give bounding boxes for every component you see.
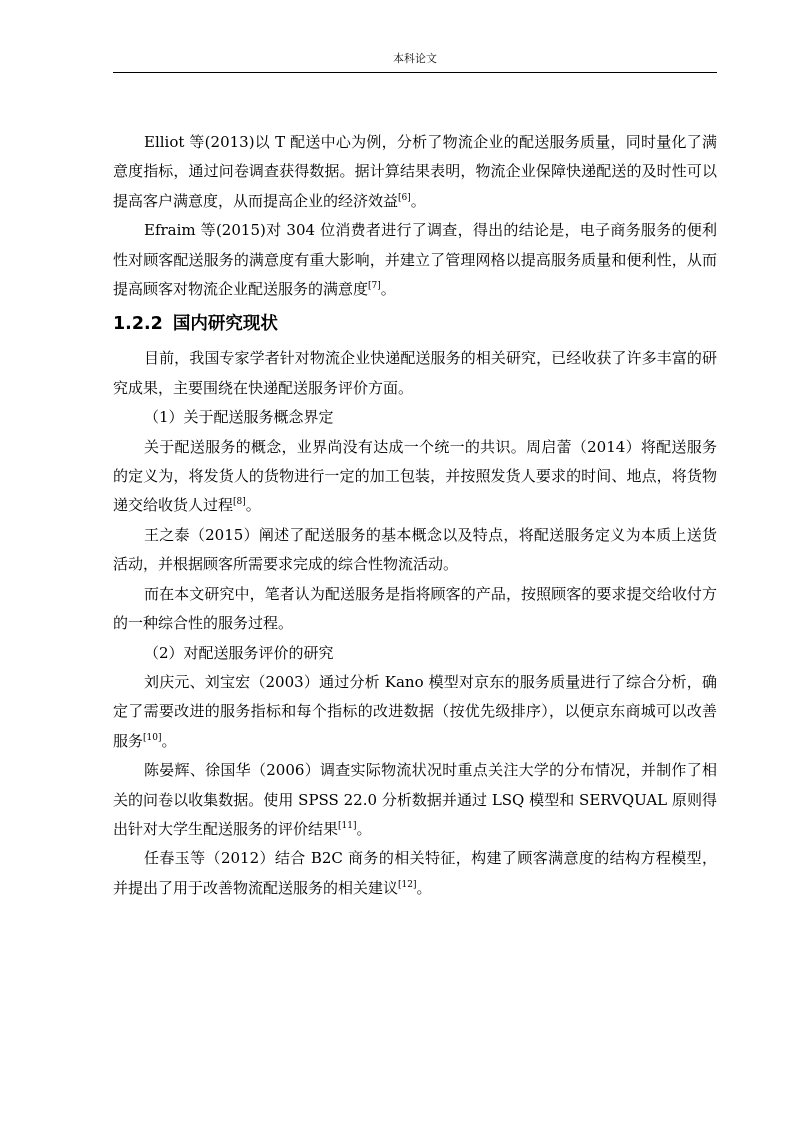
subheading-evaluation: （2）对配送服务评价的研究	[144, 643, 334, 662]
paragraph-text: 任春玉等（2012）结合 B2C 商务的相关特征，构建了顾客满意度的结构方程模型，并提出了用于改善物流配送服务的相关建议	[113, 849, 717, 897]
citation-11[interactable]: [11]	[338, 820, 357, 831]
subheading-concept: （1）关于配送服务概念界定	[144, 408, 334, 427]
paragraph-wang: 王之泰（2015）阐述了配送服务的基本概念以及特点，将配送服务定义为本质上送货活动，并根据顾客所需要求完成的综合性物流活动。	[113, 525, 717, 574]
section-number: 1.2.2	[113, 314, 163, 335]
citation-8[interactable]: [8]	[233, 497, 246, 508]
paragraph-overview: 目前，我国专家学者针对物流企业快递配送服务的相关研究，已经收获了许多丰富的研究成果，主要围绕在快递配送服务评价方面。	[113, 349, 717, 397]
paragraph-text: 关于配送服务的概念，业界尚没有达成一个统一的共识。周启蕾（2014）将配送服务的定义为，将发货人的货物进行一定的加工包装，并按照发货人要求的时间、地点，将货物递交给收货人过程	[113, 437, 717, 515]
paragraph-text: Efraim 等(2015)对 304 位消费者进行了调查，得出的结论是，电子商务服务的便利性对顾客配送服务的满意度有重大影响，并建立了管理网格以提高服务质量和便利性，从而提高顾客对物流企业配送服务的满意度	[113, 221, 717, 299]
paragraph-zhou	[113, 433, 717, 521]
paragraph-tail: 。	[416, 878, 432, 897]
paragraph-tail: 。	[380, 280, 396, 299]
paragraph-tail: 。	[245, 496, 261, 515]
paragraph-efraim	[113, 216, 717, 304]
citation-10[interactable]: [10]	[143, 732, 162, 743]
paragraph-ren	[113, 844, 717, 903]
running-header: 本科论文	[393, 52, 437, 65]
paragraph-elliot	[113, 128, 717, 216]
section-heading	[113, 304, 717, 344]
header-rule	[113, 72, 717, 73]
paragraph-text: 刘庆元、刘宝宏（2003）通过分析 Kano 模型对京东的服务质量进行了综合分析，确定了需要改进的服务指标和每个指标的改进数据（按优先级排序），以便京东商城可以改善服务	[113, 672, 717, 750]
paragraph-text: 陈晏辉、徐国华（2006）调查实际物流状况时重点关注大学的分布情况，并制作了相关的问卷以收集数据。使用 SPSS 22.0 分析数据并通过 LSQ 模型和 SERVQUAL 原则得出针对大学生配送服务的评价结果	[113, 761, 717, 838]
paragraph-tail: 。	[356, 819, 372, 838]
citation-12[interactable]: [12]	[398, 879, 417, 890]
paragraph-author-view: 而在本文研究中，笔者认为配送服务是指将顾客的产品，按照顾客的要求提交给收付方的一种综合性的服务过程。	[113, 584, 717, 633]
paragraph-liu	[113, 668, 717, 756]
paragraph-chen	[113, 756, 717, 844]
page-body	[113, 128, 717, 903]
citation-6[interactable]: [6]	[398, 192, 411, 203]
section-title: 国内研究现状	[172, 314, 278, 335]
paragraph-tail: 。	[410, 191, 426, 210]
citation-7[interactable]: [7]	[368, 281, 381, 292]
paragraph-tail: 。	[161, 731, 177, 750]
paragraph-text: Elliot 等(2013)以 T 配送中心为例，分析了物流企业的配送服务质量，同时量化了满意度指标，通过问卷调查获得数据。据计算结果表明，物流企业保障快递配送的及时性可以提高客户满意度，从而提高企业的经济效益	[113, 133, 717, 210]
